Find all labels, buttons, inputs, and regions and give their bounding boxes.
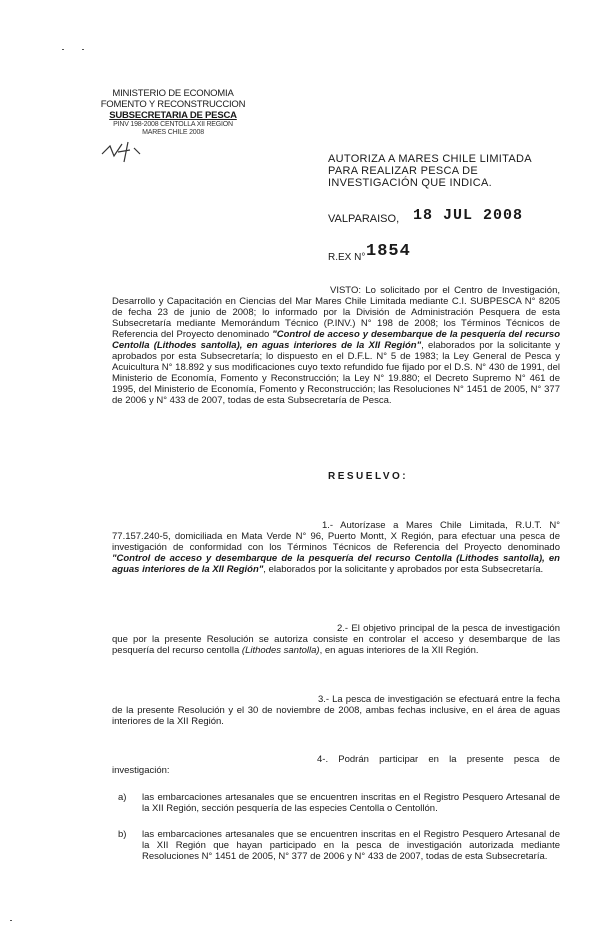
article-1-text-end: , elaborados por la solicitante y aprobados por esta Subsecretaría. bbox=[263, 564, 544, 575]
article-2-text-end: , en aguas interiores de la XII Región. bbox=[319, 645, 479, 656]
article-1 bbox=[112, 520, 560, 575]
ministry-subname: FOMENTO Y RECONSTRUCCION bbox=[100, 99, 246, 110]
article-1-text: 1.- Autorízase a Mares Chile Limitada, R.U.T. N° 77.157.240-5, domiciliada en Mata Verde N° 96, Puerto Montt, X Región, para efectuar una pesca de investigación de conformidad con los Términos Técnicos de Referencia del Proyecto denominado bbox=[112, 520, 560, 553]
subsecretaria-name: SUBSECRETARIA DE PESCA bbox=[109, 110, 237, 121]
item-a-label: a) bbox=[118, 792, 127, 803]
scan-speck bbox=[62, 49, 64, 50]
resolution-number-label: R.EX N° bbox=[328, 252, 366, 263]
ministry-name: MINISTERIO DE ECONOMIA bbox=[112, 88, 234, 99]
scan-speck bbox=[82, 49, 84, 50]
article-3-text: 3.- La pesca de investigación se efectuará entre la fecha de la presente Resolución y el 30 de noviembre de 2008, ambas fechas inclusive, en el área de aguas interiores de la XII Región. bbox=[112, 694, 560, 727]
article-1-project-name: "Control de acceso y desembarque de la pesquería del recurso Centolla (Lithodes santolla), en aguas interiores de la XII Región" bbox=[112, 553, 560, 575]
article-4 bbox=[112, 754, 560, 776]
visto-text-1: Lo solicitado por el Centro de Investigación, Desarrollo y Capacitación en Ciencias del Mar Mares Chile Limitada mediante C.I. SUBPESCA N° 8205 de fecha 23 de junio de 2008; lo informado por la División de Administración Pesquera de esta Subsecretaría mediante Memorándum Técnico (P.INV.) N° 198 de 2008; los Términos Técnicos de Referencia del Proyecto denominado bbox=[112, 285, 560, 340]
visto-paragraph bbox=[112, 285, 560, 406]
resuelvo-heading: RESUELVO: bbox=[328, 471, 409, 482]
article-2 bbox=[112, 623, 560, 656]
scan-speck bbox=[10, 920, 12, 921]
handwritten-initials bbox=[100, 136, 160, 164]
resolution-subject: AUTORIZA A MARES CHILE LIMITADA PARA REALIZAR PESCA DE INVESTIGACIÓN QUE INDICA. bbox=[328, 153, 532, 189]
file-reference-2: MARES CHILE 2008 bbox=[142, 129, 204, 136]
issue-date-stamp: 18 JUL 2008 bbox=[413, 207, 524, 224]
ministry-header bbox=[93, 88, 253, 137]
visto-lead: VISTO: bbox=[330, 285, 361, 296]
article-3 bbox=[112, 694, 560, 727]
issue-place: VALPARAISO, bbox=[328, 213, 400, 225]
file-reference: PINV 198-2008 CENTOLLA XII REGION bbox=[113, 121, 233, 128]
item-b-text: las embarcaciones artesanales que se encuentren inscritas en el Registro Pesquero Artesanal de la XII Región que hayan participado en la pesca de investigación autorizada mediante Resoluciones N° 1451 de 2005, N° 377 de 2006 y N° 433 de 2007, todas de esta Subsecretaría. bbox=[142, 829, 560, 862]
article-2-species: (Lithodes santolla) bbox=[241, 645, 320, 656]
visto-text-2: , elaborados por la solicitante y aprobados por esta Subsecretaría; lo dispuesto en el D.F.L. N° 5 de 1983; la Ley General de Pesca y Acuicultura N° 18.892 y sus modificaciones cuyo texto refundido fue fijado por el D.S. N° 430 de 1991, del Ministerio de Economía, Fomento y Reconstrucción; la Ley N° 19.880; el Decreto Supremo N° 461 de 1995, del Ministerio de Economía, Fomento y Reconstrucción; las Resoluciones N° 1451 de 2005, N° 377 de 2006 y N° 433 de 2007, todas de esta Subsecretaría de Pesca. bbox=[112, 340, 560, 406]
item-a-text: las embarcaciones artesanales que se encuentren inscritas en el Registro Pesquero Artesanal de la XII Región, sección pesquería de las especies Centolla o Centollón. bbox=[142, 792, 560, 814]
visto-project-name: "Control de acceso y desembarque de la pesquería del recurso Centolla (Lithodes santolla), en aguas interiores de la XII Región" bbox=[112, 329, 560, 351]
article-2-text: 2.- El objetivo principal de la pesca de investigación que por la presente Resolución se autoriza consiste en controlar el acceso y desembarque de las pesquería del recurso centolla bbox=[112, 623, 560, 656]
resolution-number: 1854 bbox=[366, 242, 411, 261]
article-4-text: 4-. Podrán participar en la presente pesca de investigación: bbox=[112, 754, 560, 776]
item-b-label: b) bbox=[118, 829, 127, 840]
